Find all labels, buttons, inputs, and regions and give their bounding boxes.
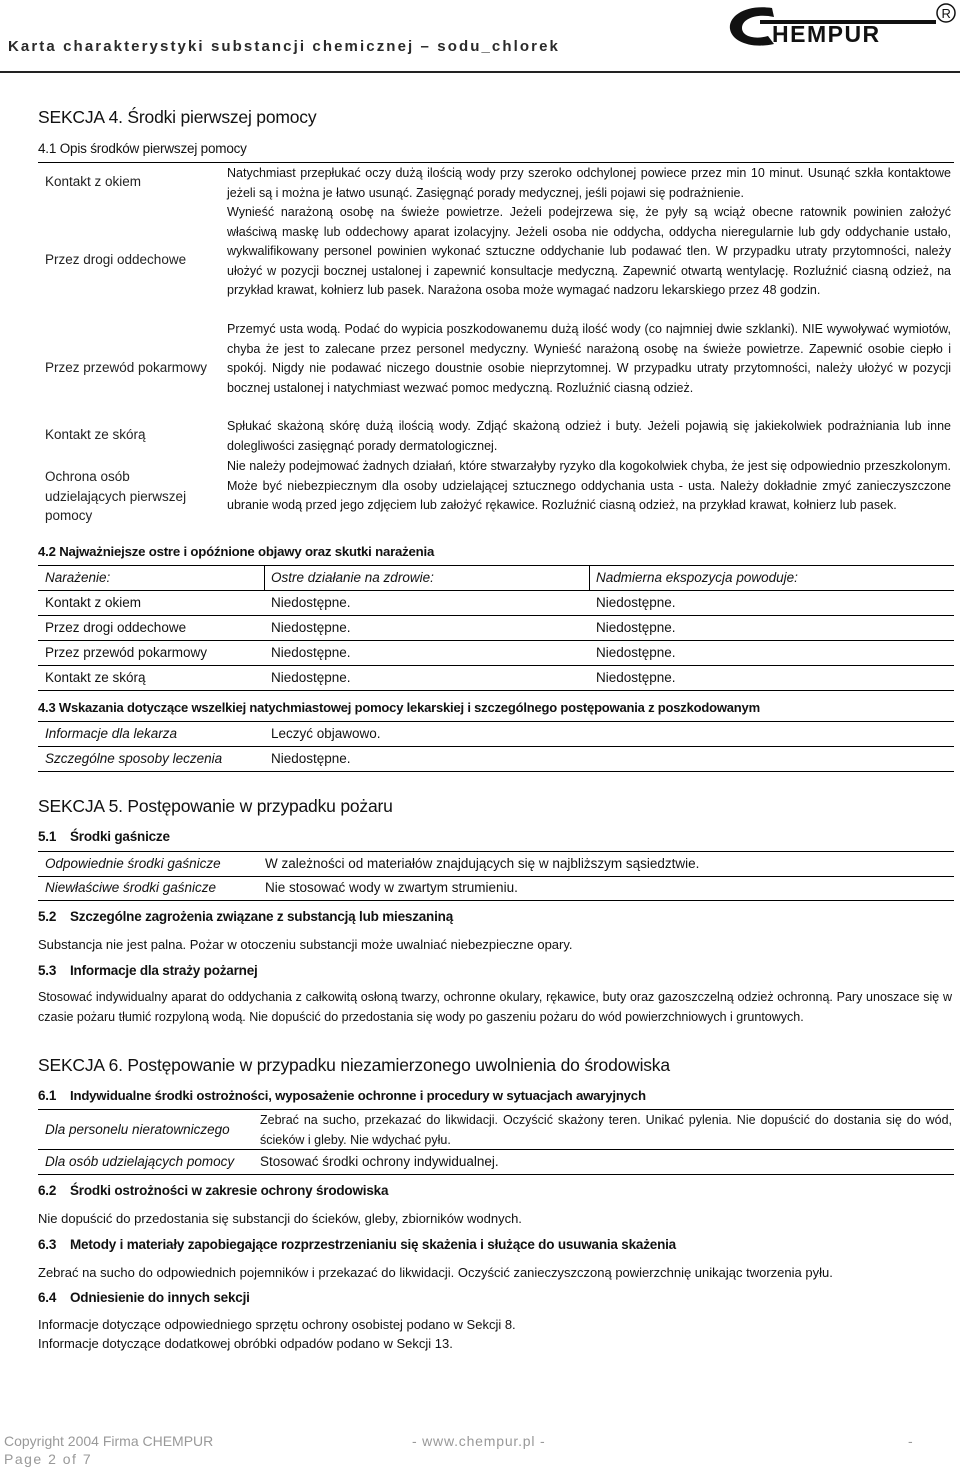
section-6-title: SEKCJA 6. Postępowanie w przypadku niezamierzonego uwolnienia do środowiska — [38, 1055, 670, 1075]
footer-page-number: Page 2 of 7 — [4, 1451, 93, 1467]
header-divider — [0, 71, 960, 73]
table-cell: Niedostępne. — [596, 595, 676, 610]
subsection-6-1-heading: Indywidualne środki ostrożności, wyposażenie ochronne i procedury w sytuacjach awaryjnych — [70, 1088, 646, 1103]
subsection-5-3-text: Stosować indywidualny aparat do oddychania z całkowitą osłoną twarzy, ochronne okulary, rękawice, buty oraz gazoszczelną odzież ochronną. Pary unoszace się w czasie pożaru tłumić rozpyloną wodą. Nie dopuścić do przedostania się wody po gaszeniu pożaru do wód powierzchniowych i gruntowych. — [38, 990, 952, 1024]
table-cell: Stosować środki ochrony indywidualnej. — [260, 1154, 499, 1169]
table-header-exposure: Narażenie: — [45, 570, 111, 585]
table-cell: Niedostępne. — [596, 670, 676, 685]
table-4-3-bottom-rule — [38, 771, 954, 772]
table-cell: Niedostępne. — [596, 620, 676, 635]
subsection-6-4-line-2: Informacje dotyczące dodatkowej obróbki odpadów podano w Sekcji 13. — [38, 1336, 453, 1351]
subsection-5-2-number: 5.2 — [38, 909, 57, 924]
subsection-5-1-number: 5.1 — [38, 829, 57, 844]
footer-dash: - — [908, 1433, 914, 1449]
row-text-eye: Natychmiast przepłukać oczy dużą ilością wody przy szeroko odchylonej powiece przez min 10 minut. Usunąć szkła kontaktowe jeżeli są i można je łatwo usunąć. Zasięgnąć porady medycznej, jeśli pojawi się podrażnienie. — [227, 166, 951, 200]
subsection-5-3-heading: Informacje dla straży pożarnej — [70, 963, 258, 978]
table-cell: Niedostępne. — [271, 645, 351, 660]
table-cell: W zależności od materiałów znajdujących się w najbliższym sąsiedztwie. — [265, 856, 700, 871]
table-6-1-bottom-rule — [38, 1174, 954, 1175]
table-4-2-top-rule — [38, 565, 954, 566]
row-text-inhalation: Wynieść narażoną osobę na świeże powietrze. Jeżeli podejrzewa się, że pyły są wciąż obecne ratownik powinien założyć właściwą maskę lub oddechowy aparat izolacyjny. Jeżeli osoba nie oddycha, oddycha nieregularnie lub gdy oddychanie ustało, wykwalifikowany personel powinien wykonać sztuczne oddychanie lub podawać tlen. W przypadku utraty przytomności, należy ułożyć w pozycji bocznej ustalonej i zapewnić konsultacje medyczną. Zapewnić otwartą wentylację. Rozluźnić ciasną odzież, na przykład krawat, kołnierz lub pasek. Narażona osoba może wymagać nadzoru lekarskiego przez 48 godzin. — [227, 205, 951, 297]
table-header-acute: Ostre działanie na zdrowie: — [271, 570, 434, 585]
table-5-1-bottom-rule — [38, 900, 954, 901]
subsection-6-2-heading: Środki ostrożności w zakresie ochrony środowiska — [70, 1183, 389, 1198]
table-cell: Nie stosować wody w zwartym strumieniu. — [265, 880, 518, 895]
table-cell: Niedostępne. — [596, 645, 676, 660]
table-4-2-rule — [38, 665, 954, 666]
table-5-1-top-rule — [38, 851, 954, 852]
row-label-inhalation: Przez drogi oddechowe — [45, 252, 187, 267]
subsection-6-4-number: 6.4 — [38, 1290, 57, 1305]
subsection-6-4-line-1: Informacje dotyczące odpowiedniego sprzętu ochrony osobistej podano w Sekcji 8. — [38, 1317, 516, 1332]
subsection-6-3-number: 6.3 — [38, 1237, 57, 1252]
subsection-5-2-text: Substancja nie jest palna. Pożar w otoczeniu substancji może uwalniać niebezpieczne opary. — [38, 937, 573, 952]
subsection-6-2-number: 6.2 — [38, 1183, 57, 1198]
chempur-logo — [726, 2, 958, 52]
subsection-6-3-heading: Metody i materiały zapobiegające rozprzestrzenianiu się skażenia i służące do usuwania skażenia — [70, 1237, 676, 1252]
row-label-skin: Kontakt ze skórą — [45, 427, 146, 442]
section-4-title: SEKCJA 4. Środki pierwszej pomocy — [38, 107, 317, 127]
table-cell: Przez drogi oddechowe — [45, 620, 187, 635]
registered-mark-letter: R — [941, 6, 951, 21]
subsection-6-3-text: Zebrać na sucho do odpowiednich pojemników i przekazać do likwidacji. Oczyścić zanieczyszczoną powierzchnię unikając tworzenia pyłu. — [38, 1265, 833, 1280]
subsection-5-2-heading: Szczególne zagrożenia związane z substancją lub mieszaniną — [70, 909, 454, 924]
row-label-eye: Kontakt z okiem — [45, 174, 142, 189]
table-4-1-top-rule — [38, 162, 954, 163]
table-5-1-rule — [38, 876, 954, 877]
logo-c-swoosh — [730, 7, 774, 45]
table-cell: Kontakt z okiem — [45, 595, 142, 610]
table-cell: Niedostępne. — [271, 751, 351, 766]
table-header-overexposure: Nadmierna ekspozycja powoduje: — [596, 570, 798, 585]
subsection-5-3-number: 5.3 — [38, 963, 57, 978]
table-cell: Przez przewód pokarmowy — [45, 645, 208, 660]
table-cell: Niewłaściwe środki gaśnicze — [45, 880, 217, 895]
footer-website: - www.chempur.pl - — [412, 1433, 546, 1449]
table-cell: Leczyć objawowo. — [271, 726, 381, 741]
table-4-2-rule — [38, 640, 954, 641]
table-4-2-header-rule — [38, 590, 954, 591]
footer-copyright: Copyright 2004 Firma CHEMPUR — [4, 1433, 214, 1449]
section-5-title: SEKCJA 5. Postępowanie w przypadku pożaru — [38, 796, 393, 816]
table-4-2-bottom-rule — [38, 690, 954, 691]
subsection-4-1-heading: 4.1 Opis środków pierwszej pomocy — [38, 141, 247, 156]
subsection-4-2-heading: 4.2 Najważniejsze ostre i opóźnione objawy oraz skutki narażenia — [38, 544, 435, 559]
row-label-ingestion: Przez przewód pokarmowy — [45, 360, 208, 375]
table-cell: Kontakt ze skórą — [45, 670, 146, 685]
table-4-3-top-rule — [38, 721, 954, 722]
table-cell: Niedostępne. — [271, 595, 351, 610]
table-cell: Informacje dla lekarza — [45, 726, 178, 741]
row-text-first-aiders: Nie należy podejmować żadnych działań, które stwarzałyby ryzyko dla kogokolwiek chyba, że jest się odpowiednio przeszkolonym. Może być niebezpiecznym dla osoby udzielającej sztucznego oddychania usta - usta. Należy dokładnie zmyć zanieczyszczone ubranie wodą przed jego zdjęciem lub założyć rękawice. Rozluźnić ciasną odzież, na przykład krawat, kołnierz lub pasek. — [227, 459, 951, 512]
subsection-6-2-text: Nie dopuścić do przedostania się substancji do ścieków, gleby, zbiorników wodnych. — [38, 1211, 522, 1226]
table-4-2-col-sep — [264, 565, 265, 591]
table-cell: Niedostępne. — [271, 670, 351, 685]
subsection-5-1-heading: Środki gaśnicze — [70, 829, 170, 844]
table-6-1-top-rule — [38, 1109, 954, 1110]
document-title: Karta charakterystyki substancji chemicznej – sodu_chlorek — [8, 38, 560, 55]
row-text-ingestion: Przemyć usta wodą. Podać do wypicia poszkodowanemu dużą ilość wody (co najmniej dwie szklanki). NIE wywoływać wymiotów, chyba że jest to zalecane przez personel medyczny. Wynieść narażoną osobę na świeże powietrze. Zapewnić osobie ciepło i spokój. Nigdy nie podawać niczego doustnie osobie nieprzytomnej. W przypadku utraty przytomności, należy ułożyć w pozycji bocznej ustalonej i natychmiast wezwać pomoc medyczną. Rozluźnić ciasną odzież. — [227, 322, 951, 395]
subsection-4-3-heading: 4.3 Wskazania dotyczące wszelkiej natychmiastowej pomocy lekarskiej i szczególnego postępowania z poszkodowanym — [38, 700, 760, 715]
table-cell: Odpowiednie środki gaśnicze — [45, 856, 221, 871]
table-4-2-col-sep — [589, 565, 590, 591]
row-text-skin: Spłukać skażoną skórę dużą ilością wody. Zdjąć skażoną odzież i buty. Jeżeli pojawią się jakiekolwiek podrażniania lub inne dolegliwości zasięgnąć porady dermatologicznej. — [227, 419, 951, 453]
table-cell: Dla osób udzielających pomocy — [45, 1154, 235, 1169]
subsection-6-4-heading: Odniesienie do innych sekcji — [70, 1290, 250, 1305]
table-cell: Niedostępne. — [271, 620, 351, 635]
table-4-2-rule — [38, 615, 954, 616]
subsection-6-1-number: 6.1 — [38, 1088, 57, 1103]
row-label-first-aiders: Ochrona osób udzielających pierwszej pomocy — [45, 469, 187, 523]
logo-text: HEMPUR — [772, 21, 881, 47]
table-cell: Szczególne sposoby leczenia — [45, 751, 223, 766]
table-cell: Zebrać na sucho, przekazać do likwidacji. Oczyścić skażony teren. Unikać pylenia. Nie dopuścić do dostania się do wód, ścieków i gleby. Nie wdychać pyłu. — [260, 1113, 952, 1147]
table-4-3-rule — [38, 746, 954, 747]
table-cell: Dla personelu nieratowniczego — [45, 1122, 230, 1137]
